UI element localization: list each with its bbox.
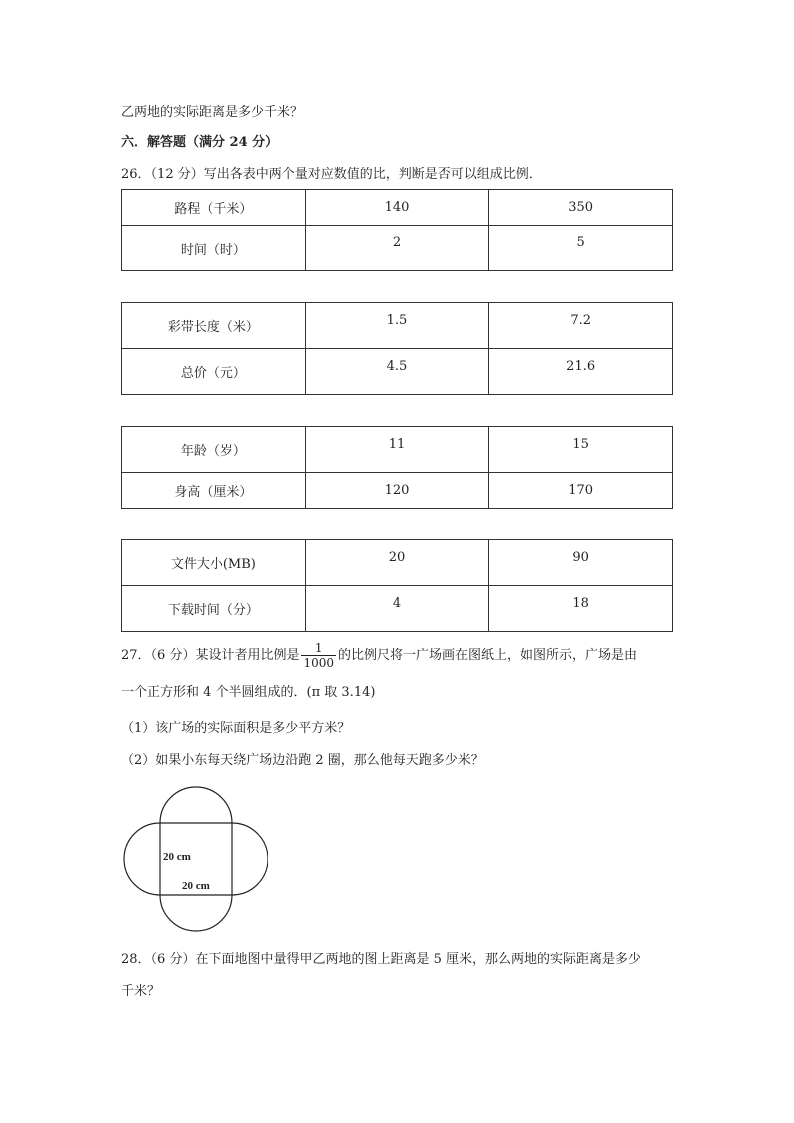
row-value-2: 18 bbox=[489, 586, 673, 632]
q27-suffix: 的比例尺将一广场画在图纸上，如图所示，广场是由 bbox=[338, 648, 638, 663]
bottom-length-label: 20 cm bbox=[182, 880, 210, 892]
fraction-denominator: 1000 bbox=[303, 656, 334, 670]
row-label: 文件大小(MB) bbox=[122, 540, 306, 586]
row-value-2: 90 bbox=[489, 540, 673, 586]
row-value-1: 4.5 bbox=[305, 349, 489, 395]
row-value-1: 4 bbox=[305, 586, 489, 632]
ratio-table-2 bbox=[121, 302, 673, 395]
row-label: 路程（千米） bbox=[122, 190, 306, 226]
row-value-2: 15 bbox=[489, 427, 673, 473]
q28-line1: 28．（6 分）在下面地图中量得甲乙两地的图上距离是 5 厘米，那么两地的实际距离是多少 bbox=[121, 952, 641, 967]
scale-fraction bbox=[301, 641, 336, 670]
side-length-label: 20 cm bbox=[163, 851, 191, 863]
ratio-table-3 bbox=[121, 426, 673, 509]
row-value-1: 20 bbox=[305, 540, 489, 586]
q27-line1 bbox=[121, 641, 637, 671]
table-row bbox=[122, 586, 673, 632]
row-value-2: 350 bbox=[489, 190, 673, 226]
table-row bbox=[122, 427, 673, 473]
q27-line2: 一个正方形和 4 个半圆组成的．(π 取 3.14) bbox=[121, 685, 376, 700]
row-value-1: 11 bbox=[305, 427, 489, 473]
row-label: 时间（时） bbox=[122, 226, 306, 271]
plaza-outline bbox=[124, 787, 268, 931]
table-row bbox=[122, 303, 673, 349]
table-row bbox=[122, 540, 673, 586]
row-label: 总价（元） bbox=[122, 349, 306, 395]
row-value-1: 120 bbox=[305, 473, 489, 509]
row-value-1: 140 bbox=[305, 190, 489, 226]
ratio-table-4 bbox=[121, 539, 673, 632]
table-row bbox=[122, 349, 673, 395]
fraction-numerator: 1 bbox=[301, 641, 336, 656]
ratio-table-1 bbox=[121, 189, 673, 271]
row-value-1: 2 bbox=[305, 226, 489, 271]
row-value-2: 7.2 bbox=[489, 303, 673, 349]
row-label: 身高（厘米） bbox=[122, 473, 306, 509]
row-label: 年龄（岁） bbox=[122, 427, 306, 473]
plaza-figure bbox=[122, 783, 268, 937]
q27-prefix: 27．（6 分）某设计者用比例是 bbox=[121, 648, 300, 663]
row-label: 彩带长度（米） bbox=[122, 303, 306, 349]
row-label: 下载时间（分） bbox=[122, 586, 306, 632]
table-row bbox=[122, 226, 673, 271]
row-value-2: 170 bbox=[489, 473, 673, 509]
intro-line: 乙两地的实际距离是多少千米？ bbox=[121, 105, 304, 120]
table-row bbox=[122, 473, 673, 509]
section-title: 六．解答题（满分 24 分） bbox=[121, 135, 279, 150]
q26-text: 26．（12 分）写出各表中两个量对应数值的比，判断是否可以组成比例． bbox=[121, 167, 542, 182]
row-value-1: 1.5 bbox=[305, 303, 489, 349]
table-row bbox=[122, 190, 673, 226]
q27-sub1: （1）该广场的实际面积是多少平方米？ bbox=[121, 721, 351, 736]
q27-sub2: （2）如果小东每天绕广场边沿跑 2 圈，那么他每天跑多少米？ bbox=[121, 753, 484, 768]
row-value-2: 21.6 bbox=[489, 349, 673, 395]
row-value-2: 5 bbox=[489, 226, 673, 271]
q28-line2: 千米？ bbox=[121, 984, 161, 999]
